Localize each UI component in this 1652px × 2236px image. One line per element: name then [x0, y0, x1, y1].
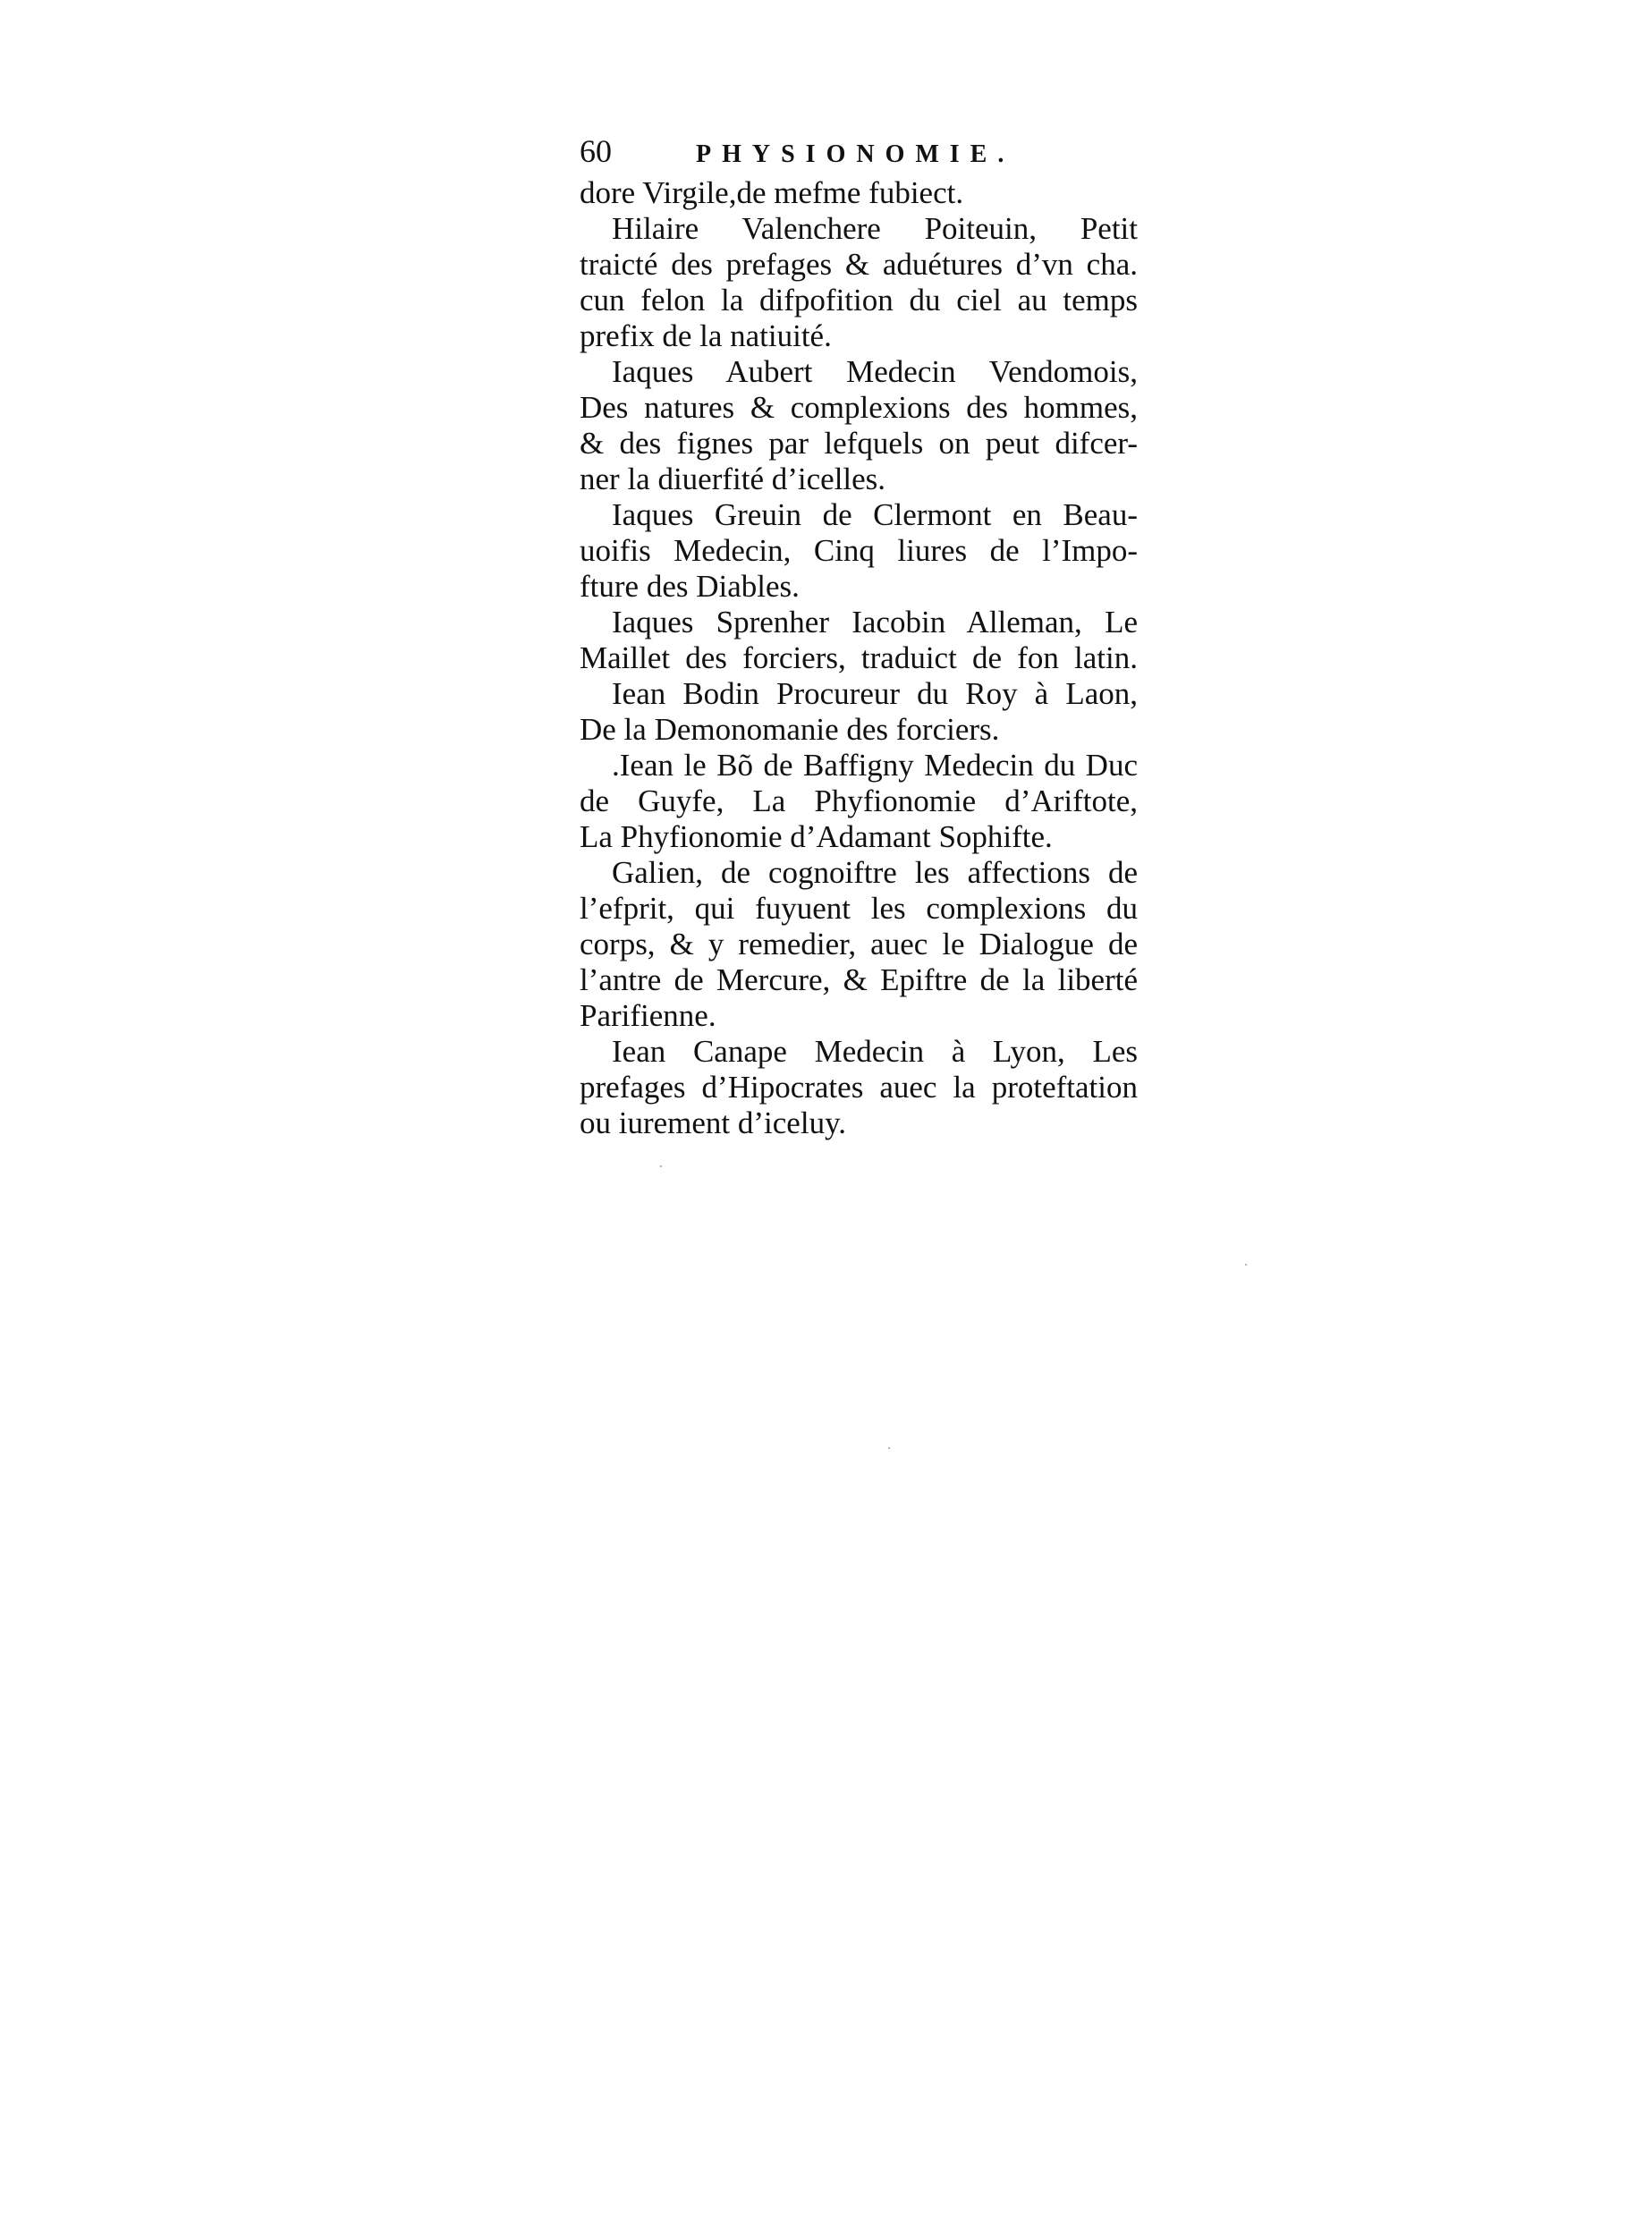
text-line: de Guyfe, La Phyfionomie d’Ariftote,: [580, 783, 1138, 818]
text-line: prefages d’Hipocrates auec la proteftation: [580, 1070, 1138, 1105]
text-line: traicté des prefages & aduétures d’vn cha.: [580, 247, 1138, 282]
text-line: Parifienne.: [580, 998, 716, 1033]
text-line: ner la diuerfité d’icelles.: [580, 462, 886, 496]
body-text: [580, 175, 1138, 1141]
text-line: Iaques Greuin de Clermont en Beau-: [612, 497, 1138, 532]
paper-speck: [1245, 1264, 1247, 1266]
text-line: La Phyfionomie d’Adamant Sophifte.: [580, 819, 1053, 854]
text-line: Iaques Aubert Medecin Vendomois,: [612, 354, 1138, 389]
text-line: Maillet des forciers, traduict de fon latin.: [580, 640, 1138, 675]
text-line: Iean Canape Medecin à Lyon, Les: [612, 1034, 1138, 1069]
text-line: & des fignes par lefquels on peut difcer-: [580, 426, 1138, 461]
text-line: .Iean le Bõ de Baffigny Medecin du Duc: [612, 748, 1138, 783]
text-line: uoifis Medecin, Cinq liures de l’Impo-: [580, 533, 1138, 568]
text-line: prefix de la natiuité.: [580, 318, 832, 353]
text-line: corps, & y remedier, auec le Dialogue de: [580, 927, 1138, 961]
text-line: Iean Bodin Procureur du Roy à Laon,: [612, 676, 1138, 711]
text-line: fture des Diables.: [580, 569, 800, 604]
text-line: dore Virgile,de mefme fubiect.: [580, 175, 964, 210]
text-line: De la Demonomanie des forciers.: [580, 712, 1000, 747]
running-head: [580, 132, 1138, 175]
paper-speck: [888, 1447, 890, 1449]
page-number: 60: [580, 133, 612, 169]
text-line: l’efprit, qui fuyuent les complexions du: [580, 891, 1138, 926]
text-line: Iaques Sprenher Iacobin Alleman, Le: [612, 605, 1138, 639]
paper-speck: [660, 1165, 662, 1167]
text-line: ou iurement d’iceluy.: [580, 1105, 847, 1140]
text-line: l’antre de Mercure, & Epiftre de la liberté: [580, 962, 1138, 997]
running-head-title: PHYSIONOMIE.: [696, 140, 1015, 168]
text-column: [580, 132, 1138, 1141]
text-line: Des natures & complexions des hommes,: [580, 390, 1138, 425]
text-line: Hilaire Valenchere Poiteuin, Petit: [612, 211, 1138, 246]
text-line: Galien, de cognoiftre les affections de: [612, 855, 1138, 890]
text-line: cun felon la difpofition du ciel au temps: [580, 283, 1138, 318]
